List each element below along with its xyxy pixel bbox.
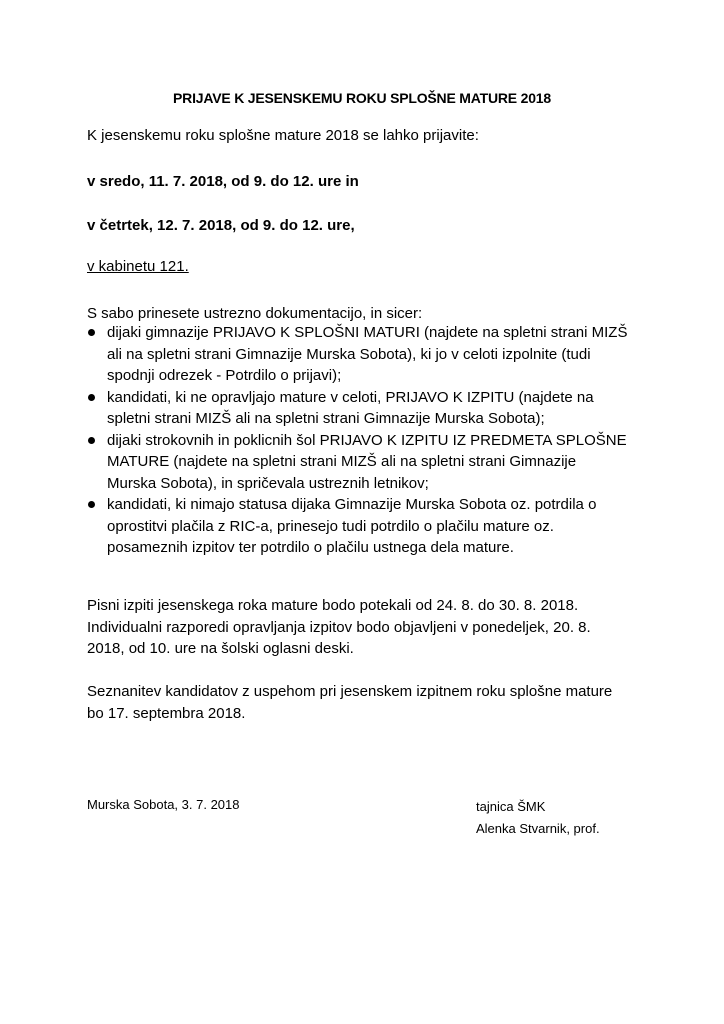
list-item bbox=[87, 322, 627, 387]
list-item-line: spodnji odrezek - Potrdilo o prijavi); bbox=[107, 367, 342, 384]
signatory-name: Alenka Stvarnik, prof. bbox=[476, 821, 600, 836]
list-item bbox=[87, 494, 627, 559]
results-notice-line: bo 17. septembra 2018. bbox=[87, 705, 246, 722]
list-item-line: spletni strani MIZŠ ali na spletni strani Gimnazije Murska Sobota); bbox=[107, 410, 545, 427]
documents-list bbox=[87, 322, 627, 559]
list-item-line: ali na spletni strani Gimnazije Murska Sobota), ki jo v celoti izpolnite (tudi bbox=[107, 345, 591, 363]
exam-info-line: Pisni izpiti jesenskega roka mature bodo potekali od 24. 8. do 30. 8. 2018. bbox=[87, 597, 579, 614]
list-item bbox=[87, 387, 627, 430]
signature-block bbox=[476, 796, 600, 840]
bullet-icon bbox=[88, 394, 95, 401]
document-title: PRIJAVE K JESENSKEMU ROKU SPLOŠNE MATURE 2018 bbox=[173, 90, 551, 106]
list-item-line: kandidati, ki nimajo statusa dijaka Gimnazije Murska Sobota oz. potrdila o bbox=[107, 496, 597, 513]
bullet-icon bbox=[88, 329, 95, 336]
bullet-icon bbox=[88, 437, 95, 444]
list-item-line: MATURE (najdete na spletni strani MIZŠ ali na spletni strani Gimnazije bbox=[107, 453, 577, 470]
list-item-line: posameznih izpitov ter potrdilo o plačilu ustnega dela mature. bbox=[107, 539, 514, 556]
exam-info-line: 2018, od 10. ure na šolski oglasni deski. bbox=[87, 640, 354, 657]
list-item bbox=[87, 430, 627, 495]
list-item-line: Murska Sobota), in spričevala ustreznih letnikov; bbox=[107, 474, 429, 492]
list-item-line: oprostitvi plačila z RIC-a, prinesejo tudi potrdilo o plačilu mature oz. bbox=[107, 517, 554, 535]
place-and-date: Murska Sobota, 3. 7. 2018 bbox=[87, 797, 240, 812]
intro-text: K jesenskemu roku splošne mature 2018 se lahko prijavite: bbox=[87, 127, 479, 144]
bullet-icon bbox=[88, 501, 95, 508]
results-notice-line: Seznanitev kandidatov z uspehom pri jesenskem izpitnem roku splošne mature bbox=[87, 683, 613, 700]
list-item-line: dijaki gimnazije PRIJAVO K SPLOŠNI MATURI (najdete na spletni strani MIZŠ bbox=[107, 324, 628, 341]
exam-info-line: Individualni razporedi opravljanja izpitov bodo objavljeni v ponedeljek, 20. 8. bbox=[87, 619, 591, 636]
signatory-role: tajnica ŠMK bbox=[476, 799, 546, 814]
list-item-line: dijaki strokovnih in poklicnih šol PRIJAVO K IZPITU IZ PREDMETA SPLOŠNE bbox=[107, 431, 627, 449]
registration-room: v kabinetu 121. bbox=[87, 258, 189, 275]
registration-date-2: v četrtek, 12. 7. 2018, od 9. do 12. ure, bbox=[87, 217, 355, 234]
list-item-line: kandidati, ki ne opravljajo mature v celoti, PRIJAVO K IZPITU (najdete na bbox=[107, 388, 594, 406]
registration-date-1: v sredo, 11. 7. 2018, od 9. do 12. ure in bbox=[87, 173, 359, 190]
documents-intro: S sabo prinesete ustrezno dokumentacijo, in sicer: bbox=[87, 305, 423, 322]
